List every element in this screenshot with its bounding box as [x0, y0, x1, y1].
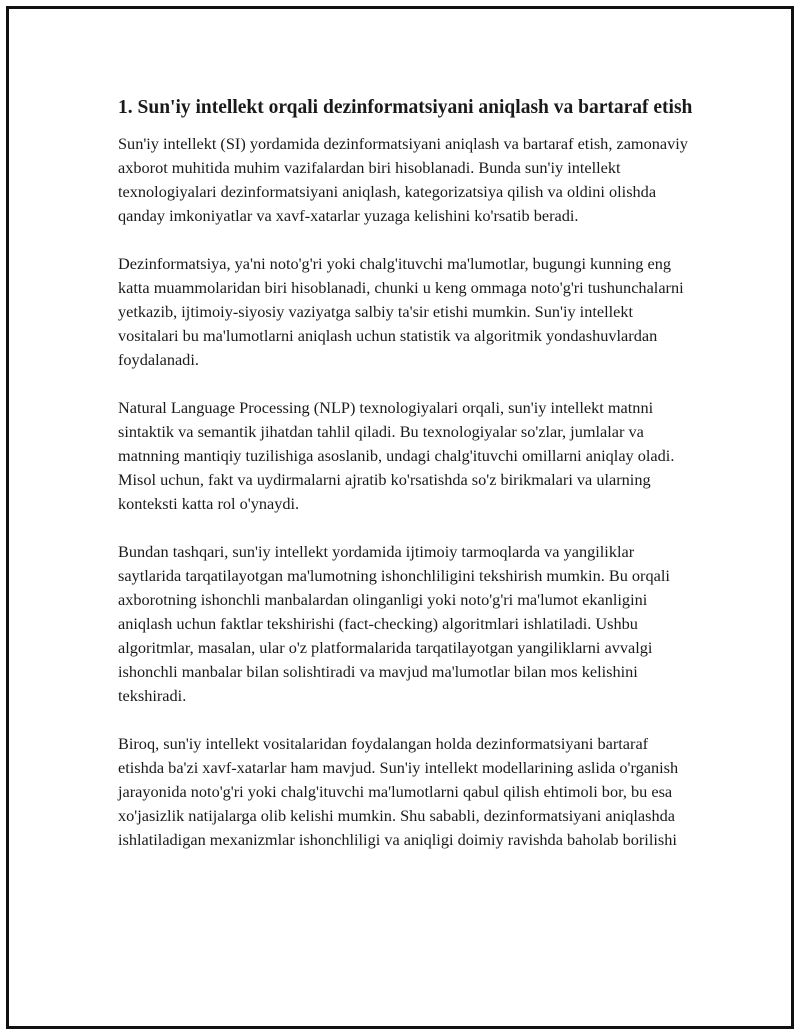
paragraph-2: Dezinformatsiya, ya'ni noto'g'ri yoki chalg'ituvchi ma'lumotlar, bugungi kunning eng katta muammolaridan biri hisoblanadi, chunki u keng ommaga noto'g'ri tushunchalarni yetkazib, ijtimoiy-siyosiy vaziyatga salbiy ta'sir etishi mumkin. Sun'iy intellekt vositalari bu ma'lumotlarni aniqlash uchun statistik va algoritmik yondashuvlardan foydalanadi.: [118, 254, 684, 369]
paragraph-4: Bundan tashqari, sun'iy intellekt yordamida ijtimoiy tarmoqlarda va yangiliklar saytlarida tarqatilayotgan ma'lumotning ishonchliligini tekshirish mumkin. Bu orqali axborotning ishonchli manbalardan olinganligi yoki noto'g'ri ma'lumot ekanligini aniqlash uchun faktlar tekshirishi (fact-checking) algoritmlari ishlatiladi. Ushbu algoritmlar, masalan, ular o'z platformalarida tarqatilayotgan yangiliklarni avvalgi ishonchli manbalar bilan solishtiradi va mavjud ma'lumotlar bilan mos kelishini tekshiradi.: [118, 542, 670, 705]
paragraph-5: Biroq, sun'iy intellekt vositalaridan foydalangan holda dezinformatsiyani bartaraf etishda ba'zi xavf-xatarlar ham mavjud. Sun'iy intellekt modellarining aslida o'rganish jarayonida noto'g'ri yoki chalg'ituvchi ma'lumotlarni qabul qilish ehtimoli bor, bu esa xo'jasizlik natijalarga olib kelishi mumkin. Shu sababli, dezinformatsiyani aniqlashda ishlatiladigan mexanizmlar ishonchliligi va aniqligi doimiy ravishda baholab borilishi: [118, 734, 679, 849]
paragraph-1: Sun'iy intellekt (SI) yordamida dezinformatsiyani aniqlash va bartaraf etish, zamonaviy axborot muhitida muhim vazifalardan biri hisoblanadi. Bunda sun'iy intellekt texnologiyalari dezinformatsiyani aniqlash, kategorizatsiya qilish va oldini olishda qanday imkoniyatlar va xavf-xatarlar yuzaga kelishini ko'rsatib beradi.: [118, 134, 688, 225]
paragraph-3: Natural Language Processing (NLP) texnologiyalari orqali, sun'iy intellekt matnni sintaktik va semantik jihatdan tahlil qiladi. Bu texnologiyalar so'zlar, jumlalar va matnning mantiqiy tuzilishiga asoslanib, undagi chalg'ituvchi omillarni aniqlay oladi. Misol uchun, fakt va uydirmalarni ajratib ko'rsatishda so'z birikmalari va ularning konteksti katta rol o'ynaydi.: [118, 398, 675, 513]
document-body: [118, 94, 693, 852]
section-heading: 1. Sun'iy intellekt orqali dezinformatsiyani aniqlash va bartaraf etish: [118, 97, 693, 118]
